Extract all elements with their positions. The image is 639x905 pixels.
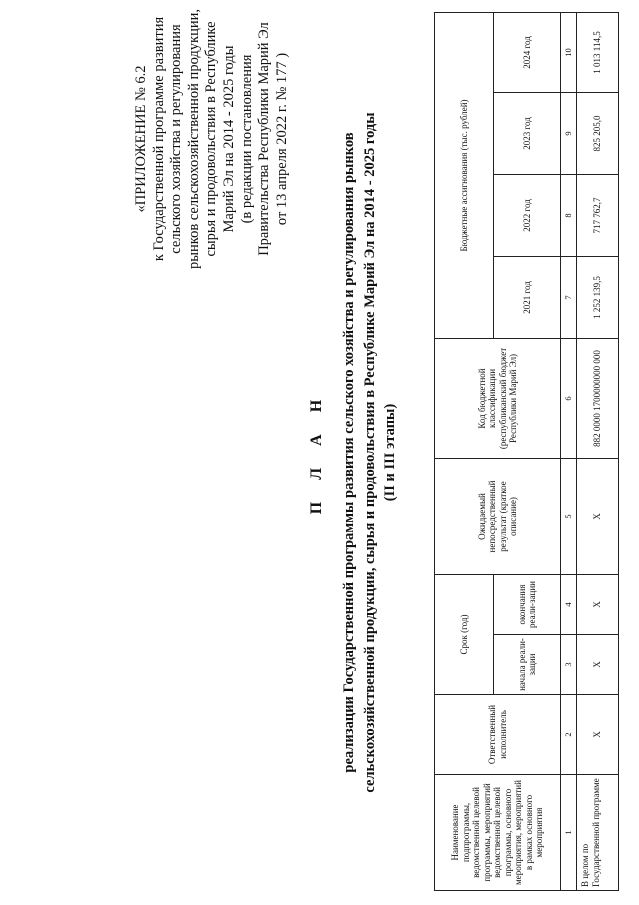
column-number: 3 [561, 635, 577, 695]
header-executor: Ответственный исполнитель [435, 695, 561, 775]
document-subtitle-line-1: реализации Государственной программы развития сельского хозяйства и регулирования рынков [341, 132, 357, 773]
column-number: 4 [561, 574, 577, 634]
row-result: Х [577, 458, 619, 574]
plan-table [434, 12, 619, 891]
header-name: Наименование подпрограммы, ведомственной целевой программы, мероприятий ведомственной целевой программы, основного мероприятия, мероприятий в рамках основного мероприятия [435, 775, 561, 891]
column-number: 10 [561, 12, 577, 92]
column-number: 6 [561, 338, 577, 458]
table-header-row [435, 12, 494, 890]
column-number: 7 [561, 256, 577, 338]
row-start: Х [577, 635, 619, 695]
document-subtitle-line-2: сельскохозяйственной продукции, сырья и продовольствия в Республике Марий Эл на 2014 - 2025 годы [362, 112, 378, 793]
table-row [577, 12, 619, 890]
header-term-end: окончания реали-зации [494, 574, 561, 634]
row-name: В целом по Государственной программе [577, 775, 619, 891]
appendix-line: от 13 апреля 2022 г. № 177 ) [273, 52, 290, 226]
appendix-line: к Государственной программе развития [150, 16, 167, 262]
appendix-line: (в редакции постановления [238, 54, 255, 224]
header-term-start: начала реали-зации [494, 635, 561, 695]
appendix-line: сельского хозяйства и регулирования [168, 24, 185, 254]
appendix-line: рынков сельскохозяйственной продукции, [185, 9, 202, 269]
row-value-2024: 1 013 114,5 [577, 12, 619, 92]
header-term: Срок (год) [435, 574, 494, 694]
header-result: Ожидаемый непосредственный результат (краткое описание) [435, 458, 561, 574]
column-number: 8 [561, 174, 577, 256]
row-value-2021: 1 252 139,5 [577, 256, 619, 338]
document-title: П Л А Н [308, 390, 325, 515]
row-end: Х [577, 574, 619, 634]
column-number: 2 [561, 695, 577, 775]
appendix-line: Правительства Республики Марий Эл [256, 22, 273, 256]
appendix-line: «ПРИЛОЖЕНИЕ № 6.2 [133, 65, 149, 213]
column-number-row [561, 12, 577, 890]
row-value-2022: 717 762,7 [577, 174, 619, 256]
row-value-2023: 825 205,0 [577, 92, 619, 174]
row-executor: Х [577, 695, 619, 775]
column-number: 9 [561, 92, 577, 174]
header-year: 2024 год [494, 12, 561, 92]
row-budget-code: 882 0000 1700000000 000 [577, 338, 619, 458]
header-budget-code: Код бюджетной классификации (республиканский бюджет Республики Марий Эл) [435, 338, 561, 458]
document-subtitle-line-3: (II и III этапы) [382, 403, 398, 502]
appendix-line: сырья и продовольствия в Республике [203, 21, 220, 257]
appendix-note [133, 0, 291, 283]
header-year: 2021 год [494, 256, 561, 338]
column-number: 5 [561, 458, 577, 574]
column-number: 1 [561, 775, 577, 891]
appendix-line: Марий Эл на 2014 - 2025 годы [220, 45, 237, 233]
header-year: 2022 год [494, 174, 561, 256]
header-year: 2023 год [494, 92, 561, 174]
header-allocations: Бюджетные ассигнования (тыс. рублей) [435, 12, 494, 338]
